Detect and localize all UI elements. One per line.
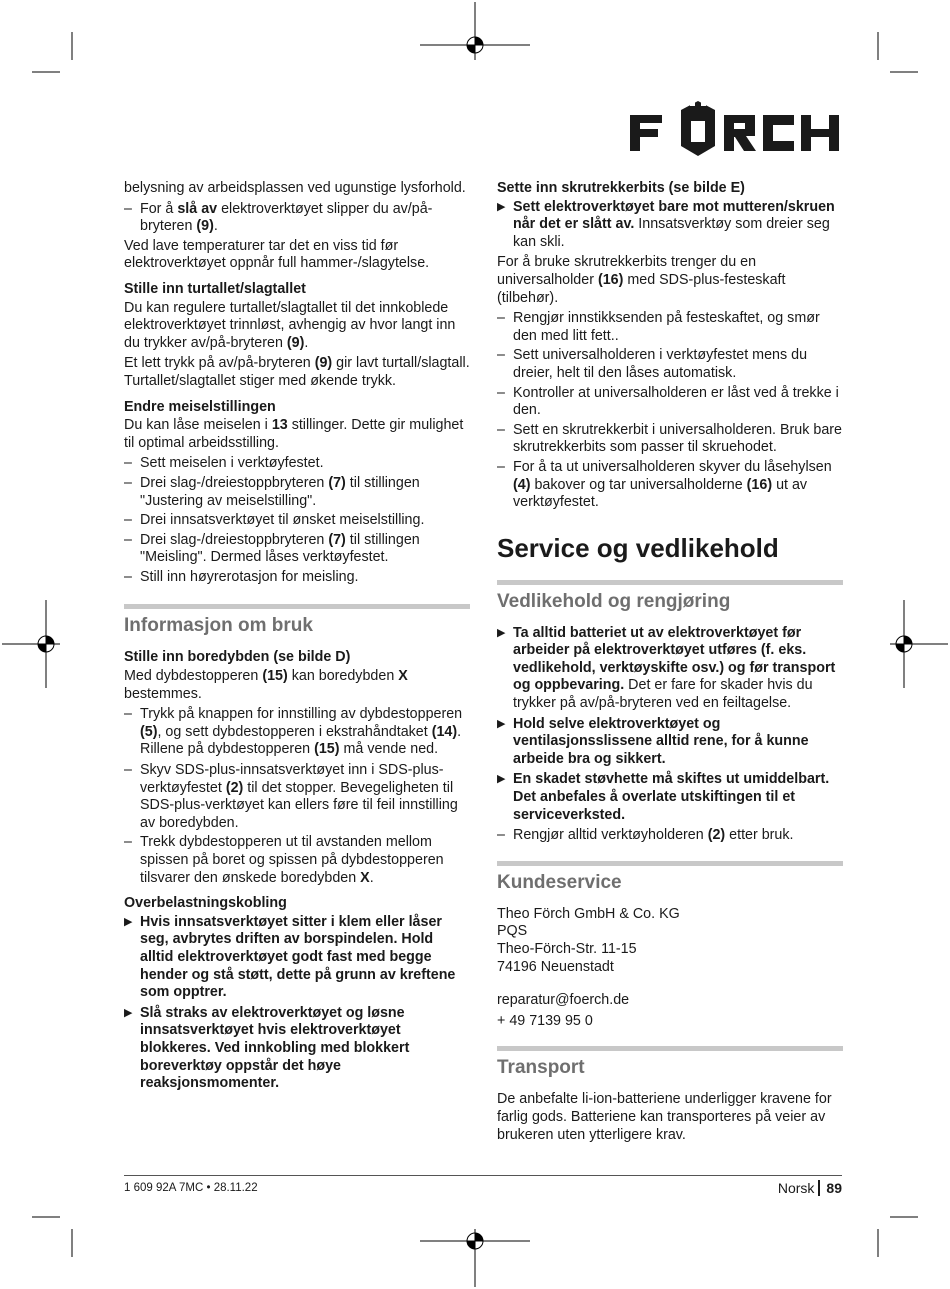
triangle-bullet-icon: ▶ <box>497 200 506 213</box>
overload-heading: Overbelastningskobling <box>124 895 287 912</box>
triangle-bullet-icon: ▶ <box>497 626 506 639</box>
bits-text: For å bruke skrutrekkerbits trenger du en universalholder (16) med SDS-plus-festeskaft (tilbehør). <box>497 254 786 306</box>
page-footer <box>124 1175 842 1196</box>
depth-step-1-note: Rillene på dybdestopperen (15) må vende ned. <box>140 741 439 758</box>
section-customer-heading: Kundeservice <box>497 861 843 894</box>
page-number: 89 <box>818 1180 842 1196</box>
bits-heading: Sette inn skrutrekkerbits (se bilde E) <box>497 180 745 196</box>
speed-text-2: Et lett trykk på av/på-bryteren (9) gir lavt turtall/slagtall. Turtallet/slagtallet stiger med økende trykk. <box>124 355 470 389</box>
right-column <box>497 180 843 1147</box>
depth-text: Med dybdestopperen (15) kan boredybden X bestemmes. <box>124 668 408 702</box>
section-maintenance-heading: Vedlikehold og rengjøring <box>497 580 843 613</box>
triangle-bullet-icon: ▶ <box>497 717 506 730</box>
transport-text: De anbefalte li-ion-batteriene underligger kravene for farlig gods. Batteriene kan transporteres på veier av brukeren uten ytterligere krav. <box>497 1091 832 1143</box>
chisel-step-3: – Drei innsatsverktøyet til ønsket meiselstilling. <box>124 512 470 530</box>
depth-heading: Stille inn boredybden (se bilde D) <box>124 649 351 666</box>
bits-warning: ▶ Sett elektroverktøyet bare mot mutteren/skruen når det er slått av. Innsatsverktøy som dreier seg kan skli. <box>497 198 835 250</box>
depth-step-1: – Trykk på knappen for innstilling av dybdestopperen (5), og sett dybdestopperen i ekstrahåndtaket (14). <box>124 706 470 741</box>
chisel-step-2: – Drei slag-/dreiestoppbryteren (7) til stillingen "Justering av meiselstilling". <box>124 475 470 510</box>
speed-text-1: Du kan regulere turtallet/slagtallet til det innkoblede elektroverktøyet trinnløst, avhengig av hvor langt inn du trykker av/på-bryteren (9). <box>124 299 456 351</box>
service-phone: + 49 7139 95 0 <box>497 1012 593 1029</box>
overload-warning-1: ▶ Hvis innsatsverktøyet sitter i klem eller låser seg, avbrytes driften av borspindelen. Hold alltid elektroverktøyet godt fast med begge hender og stå støtt, dette på grunn av kreftene som opptrer. <box>124 913 456 1001</box>
chisel-step-4: – Drei slag-/dreiestoppbryteren (7) til stillingen "Meisling". Dermed låses verktøyfestet. <box>124 532 470 567</box>
depth-step-3: – Trekk dybdestopperen ut til avstanden mellom spissen på boret og spissen på dybdestopperen tilsvarer den ønskede boredybden X. <box>124 834 470 887</box>
maintenance-warning-3: ▶ En skadet støvhette må skiftes ut umiddelbart. Det anbefales å overlate utskiftingen til et serviceverksted. <box>497 771 830 823</box>
speed-heading: Stille inn turtallet/slagtallet <box>124 280 306 297</box>
address-line-1: Theo Förch GmbH & Co. KG <box>497 905 680 922</box>
triangle-bullet-icon: ▶ <box>124 1006 133 1019</box>
left-column <box>124 180 470 1096</box>
bits-step-1: – Rengjør innstikksenden på festeskaftet, og smør den med litt fett.. <box>497 310 843 345</box>
footer-page-info <box>778 1180 842 1196</box>
chisel-step-5: – Still inn høyrerotasjon for meisling. <box>124 569 470 587</box>
triangle-bullet-icon: ▶ <box>497 773 506 786</box>
section-info-heading: Informasjon om bruk <box>124 604 470 637</box>
bits-step-4: – Sett en skrutrekkerbit i universalholderen. Bruk bare skrutrekkerbits som passer til skruehodet. <box>497 422 843 457</box>
triangle-bullet-icon: ▶ <box>124 915 133 928</box>
bits-step-3: – Kontroller at universalholderen er låst ved å trekke i den. <box>497 385 843 420</box>
overload-warning-2: ▶ Slå straks av elektroverktøyet og løsne innsatsverktøyet hvis elektroverktøyet blokkeres. Ved innkobling med blokkert boreverktøy oppstår det høye reaksjonsmomenter. <box>124 1004 410 1092</box>
low-temp-text: Ved lave temperaturer tar det en viss tid før elektroverktøyet oppnår full hammer-/slagytelse. <box>124 237 430 272</box>
address-line-4: 74196 Neuenstadt <box>497 958 614 975</box>
address-line-3: Theo-Förch-Str. 11-15 <box>497 941 637 957</box>
chisel-heading: Endre meiselstillingen <box>124 398 276 415</box>
chisel-step-1: – Sett meiselen i verktøyfestet. <box>124 455 470 473</box>
section-service-heading: Service og vedlikehold <box>497 532 779 563</box>
switch-off-item: – For å slå av elektroverktøyet slipper du av/på-bryteren (9). <box>124 201 470 236</box>
chisel-text: Du kan låse meiselen i 13 stillinger. Dette gir mulighet til optimal arbeidsstilling. <box>124 417 464 451</box>
bits-step-2: – Sett universalholderen i verktøyfestet mens du dreier, helt til den låses automatisk. <box>497 347 843 382</box>
bits-step-5: – For å ta ut universalholderen skyver du låsehylsen (4) bakover og tar universalholderne (16) ut av verktøyfestet. <box>497 459 843 512</box>
depth-step-2: – Skyv SDS-plus-innsatsverktøyet inn i SDS-plus-verktøyfestet (2) til det stopper. Bevegeligheten til SDS-plus-verktøyet kan ellers føre til feil innstilling av boredybden. <box>124 762 470 832</box>
maintenance-warning-2: ▶ Hold selve elektroverktøyet og ventilasjonsslissene alltid rene, for å kunne arbeide bra og sikkert. <box>497 715 809 767</box>
service-email: reparatur@foerch.de <box>497 992 630 1009</box>
spacer <box>497 976 843 992</box>
maintenance-warning-1: ▶ Ta alltid batteriet ut av elektroverktøyet før arbeider på elektroverktøyet utføres (f. eks. vedlikehold, verktøyskifte osv.) og før transport og oppbevaring. Det er fare for skader hvis du trykker på av/på-bryteren ved en feiltagelse. <box>497 624 836 712</box>
intro-text: belysning av arbeidsplassen ved ugunstige lysforhold. <box>124 180 466 196</box>
foerch-logo <box>628 98 842 160</box>
language-label: Norsk <box>777 1180 815 1196</box>
maintenance-step-1: – Rengjør alltid verktøyholderen (2) etter bruk. <box>497 827 843 845</box>
document-code: 1 609 92A 7MC • 28.11.22 <box>124 1182 258 1194</box>
address-line-2: PQS <box>497 923 528 940</box>
section-transport-heading: Transport <box>497 1046 843 1079</box>
